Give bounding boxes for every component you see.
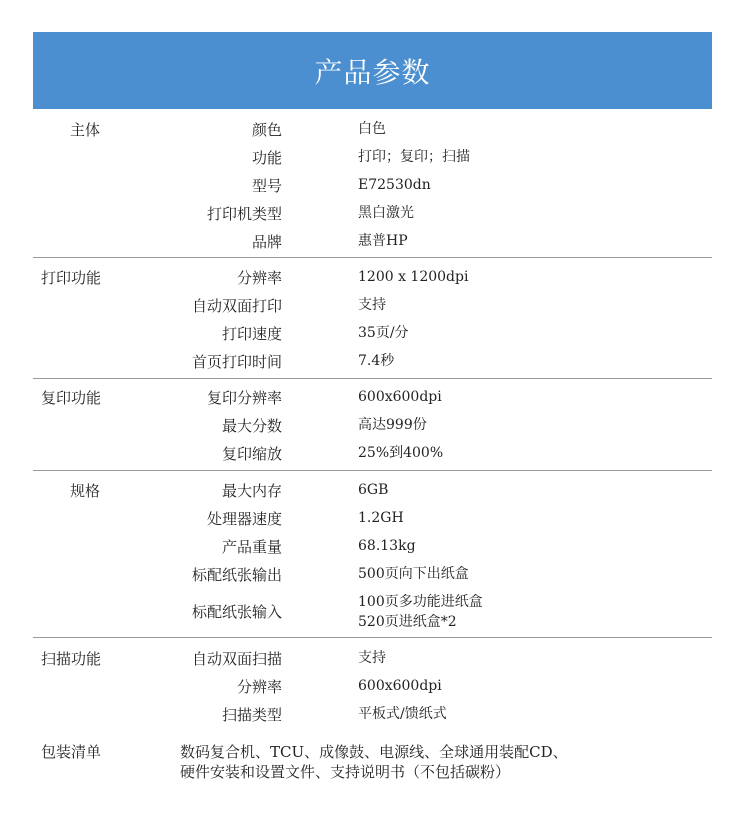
spec-value: 25%到400% xyxy=(358,445,444,461)
spec-value: 黑白激光 xyxy=(358,205,414,221)
page-title: 产品参数 xyxy=(33,32,712,109)
spec-label: 复印分辨率 xyxy=(206,389,282,407)
spec-label: 复印缩放 xyxy=(221,445,282,463)
spec-label: 打印机类型 xyxy=(206,205,282,223)
category-print: 打印功能 xyxy=(40,269,101,287)
category-scan: 扫描功能 xyxy=(40,650,101,668)
spec-label: 打印速度 xyxy=(221,325,282,343)
spec-label: 最大内存 xyxy=(221,482,282,500)
spec-label: 标配纸张输出 xyxy=(191,566,282,584)
section-divider xyxy=(33,637,712,638)
package-line-1: 数码复合机、TCU、成像鼓、电源线、全球通用装配CD、 xyxy=(180,743,568,761)
spec-value: 高达999份 xyxy=(358,417,427,433)
spec-label: 品牌 xyxy=(251,233,282,251)
spec-label: 最大分数 xyxy=(221,417,282,435)
spec-value: 支持 xyxy=(358,650,386,666)
spec-value: E72530dn xyxy=(358,177,431,193)
spec-value: 600x600dpi xyxy=(358,389,442,405)
spec-label: 颜色 xyxy=(251,121,282,139)
section-divider xyxy=(33,257,712,258)
spec-value-line2: 520页进纸盒*2 xyxy=(358,614,457,630)
package-line-2: 硬件安装和设置文件、支持说明书（不包括碳粉） xyxy=(180,763,511,781)
spec-label: 产品重量 xyxy=(221,538,282,556)
spec-value: 平板式/馈纸式 xyxy=(358,706,447,722)
spec-label: 自动双面扫描 xyxy=(191,650,282,668)
spec-value: 白色 xyxy=(358,121,386,137)
section-divider xyxy=(33,470,712,471)
spec-value: 500页向下出纸盒 xyxy=(358,566,469,582)
package-contents xyxy=(180,742,568,782)
section-divider xyxy=(33,378,712,379)
category-copy: 复印功能 xyxy=(40,389,101,407)
spec-value: 35页/分 xyxy=(358,325,409,341)
spec-value: 1200 x 1200dpi xyxy=(358,269,469,285)
spec-label: 型号 xyxy=(251,177,282,195)
spec-label: 标配纸张输入 xyxy=(191,603,282,621)
category-package: 包装清单 xyxy=(40,743,101,761)
category-main: 主体 xyxy=(69,121,100,139)
spec-label: 功能 xyxy=(251,149,282,167)
spec-value: 1.2GH xyxy=(358,510,404,526)
spec-label: 分辨率 xyxy=(236,678,282,696)
spec-label: 分辨率 xyxy=(236,269,282,287)
spec-value: 惠普HP xyxy=(358,233,408,249)
spec-label: 处理器速度 xyxy=(206,510,282,528)
spec-label: 扫描类型 xyxy=(221,706,282,724)
spec-value: 支持 xyxy=(358,297,386,313)
spec-value: 600x600dpi xyxy=(358,678,442,694)
spec-value: 6GB xyxy=(358,482,389,498)
spec-label: 首页打印时间 xyxy=(191,353,282,371)
spec-value: 100页多功能进纸盒 xyxy=(358,594,483,610)
category-spec: 规格 xyxy=(69,482,100,500)
spec-label: 自动双面打印 xyxy=(191,297,282,315)
spec-value: 7.4秒 xyxy=(358,353,395,369)
spec-value: 打印；复印；扫描 xyxy=(358,149,470,165)
spec-value: 68.13kg xyxy=(358,538,416,554)
